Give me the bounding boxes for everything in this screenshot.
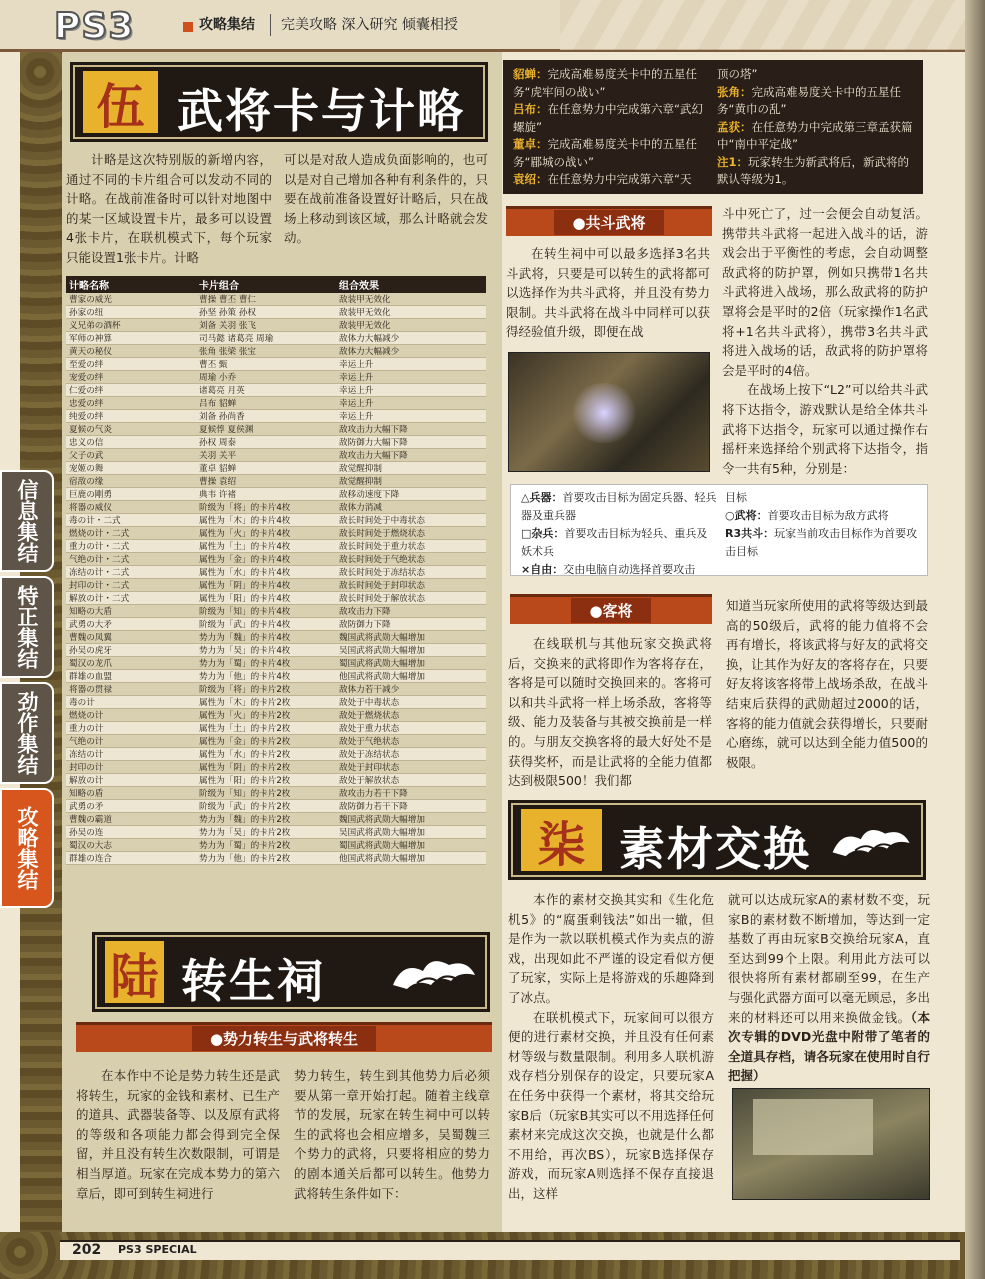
command-key: ○武将 bbox=[725, 509, 757, 522]
tab-works[interactable]: 劲作集结 bbox=[0, 682, 54, 784]
table-row bbox=[66, 787, 486, 800]
table-row bbox=[66, 644, 486, 657]
table-row bbox=[66, 605, 486, 618]
section6-left: 在本作中不论是势力转生还是武将转生，玩家的金钱和素材、已生产的道具、武器装备等、以及原有武将的等级和各项能力都会得到完全保留，并且没有转生次数限制，可谓是相当厚道。玩家在完成本势力的第六章后，即可到转生祠进行 bbox=[76, 1068, 280, 1201]
table-row bbox=[66, 358, 486, 371]
table-row bbox=[66, 670, 486, 683]
card-combo-cell: 阶级为「将」的卡片4枚 bbox=[196, 501, 336, 514]
strategy-name-cell: 忠义の信 bbox=[66, 436, 196, 449]
effect-cell: 敌长时间处于重力状态 bbox=[336, 540, 486, 553]
section6-subhead-label: ●势力转生与武将转生 bbox=[192, 1026, 376, 1051]
card-combo-cell: 属性为「木」的卡片4枚 bbox=[196, 514, 336, 527]
card-combo-cell: 周瑜 小乔 bbox=[196, 371, 336, 384]
section6-title: 转生祠 bbox=[181, 954, 325, 1008]
card-combo-cell: 势力为「吴」的卡片2枚 bbox=[196, 826, 336, 839]
card-combo-cell: 势力为「魏」的卡片4枚 bbox=[196, 631, 336, 644]
card-combo-cell: 属性为「阴」的卡片2枚 bbox=[196, 761, 336, 774]
strategy-name-cell: 武勇の矛 bbox=[66, 800, 196, 813]
effect-cell: 敌觉醒抑制 bbox=[336, 462, 486, 475]
table-row bbox=[66, 774, 486, 787]
command-text: 交由电脑自动选择首要攻击 bbox=[563, 563, 696, 576]
card-combo-cell: 阶级为「知」的卡片2枚 bbox=[196, 787, 336, 800]
magazine-label: PS3 SPECIAL bbox=[118, 1243, 197, 1256]
card-combo-cell: 属性为「金」的卡片4枚 bbox=[196, 553, 336, 566]
strategy-name-cell: 宿敌の缘 bbox=[66, 475, 196, 488]
table-row bbox=[66, 631, 486, 644]
effect-cell: 敌体力若干减少 bbox=[336, 683, 486, 696]
table-row bbox=[66, 852, 486, 865]
card-combo-cell: 属性为「水」的卡片2枚 bbox=[196, 748, 336, 761]
effect-cell: 幸运上升 bbox=[336, 358, 486, 371]
card-combo-cell: 属性为「火」的卡片2枚 bbox=[196, 709, 336, 722]
colon: ： bbox=[536, 172, 548, 186]
col-header-name: 计略名称 bbox=[66, 276, 196, 293]
section7-dvd-note: （本次专辑的DVD光盘中附带了笔者的全道具存档，请各玩家在使用时自行把握） bbox=[728, 1009, 930, 1084]
condition-text: 在任意势力中完成第三章孟获篇中“南中平定战” bbox=[717, 119, 913, 151]
strategy-name-cell: 武勇の大矛 bbox=[66, 618, 196, 631]
strategy-name-cell: 将器の威仪 bbox=[66, 501, 196, 514]
table-row bbox=[66, 748, 486, 761]
effect-cell: 蜀国武将武勋大幅增加 bbox=[336, 839, 486, 852]
strategy-name-cell: 义兄弟の酒杯 bbox=[66, 319, 196, 332]
card-combo-cell: 刘备 关羽 张飞 bbox=[196, 319, 336, 332]
card-combo-cell: 司马懿 诸葛亮 周瑜 bbox=[196, 332, 336, 345]
strategy-name-cell: 燃烧の计 bbox=[66, 709, 196, 722]
condition-entry bbox=[717, 119, 913, 154]
colon: ： bbox=[552, 563, 564, 576]
card-combo-cell: 吕布 貂蝉 bbox=[196, 397, 336, 410]
effect-cell: 幸运上升 bbox=[336, 410, 486, 423]
strategy-name-cell: 忠爱の绊 bbox=[66, 397, 196, 410]
colon: ： bbox=[536, 67, 548, 81]
table-row bbox=[66, 683, 486, 696]
condition-entry bbox=[717, 154, 913, 189]
condition-text: 玩家转生为新武将后，新武将的默认等级为1。 bbox=[717, 154, 910, 186]
card-combo-cell: 阶级为「武」的卡片2枚 bbox=[196, 800, 336, 813]
section7-number: 柒 bbox=[521, 809, 605, 871]
strategy-name-cell: 解放の计・二式 bbox=[66, 592, 196, 605]
card-combo-cell: 势力为「蜀」的卡片2枚 bbox=[196, 839, 336, 852]
section6-number: 陆 bbox=[105, 941, 167, 1003]
table-row bbox=[66, 345, 486, 358]
strategy-name-cell: 毒の计 bbox=[66, 696, 196, 709]
card-combo-cell: 夏候惇 夏侯渊 bbox=[196, 423, 336, 436]
effect-cell: 敌长时间处于冻结状态 bbox=[336, 566, 486, 579]
effect-cell: 敌处于解放状态 bbox=[336, 774, 486, 787]
table-row bbox=[66, 371, 486, 384]
strategy-name-cell: 蜀汉の龙爪 bbox=[66, 657, 196, 670]
table-row bbox=[66, 410, 486, 423]
command-entry bbox=[725, 489, 921, 507]
strategy-name-cell: 冻结の计・二式 bbox=[66, 566, 196, 579]
command-entry bbox=[521, 525, 717, 561]
condition-name: 吕布 bbox=[513, 102, 536, 116]
card-combo-cell: 属性为「火」的卡片4枚 bbox=[196, 527, 336, 540]
page-header bbox=[0, 0, 985, 52]
table-row bbox=[66, 553, 486, 566]
command-text: 玩家当前攻击目标作为首要攻击目标 bbox=[725, 527, 918, 558]
tab-feature[interactable]: 特正集结 bbox=[0, 576, 54, 678]
effect-cell: 敌装甲无效化 bbox=[336, 293, 486, 306]
strategy-name-cell: 知略の大盾 bbox=[66, 605, 196, 618]
commands-right bbox=[725, 489, 921, 561]
table-row bbox=[66, 475, 486, 488]
condition-name: 袁绍 bbox=[513, 172, 536, 186]
command-key: ×自由 bbox=[521, 563, 553, 576]
commands-left bbox=[521, 489, 717, 579]
card-combo-cell: 属性为「阴」的卡片4枚 bbox=[196, 579, 336, 592]
effect-cell: 敌长时间处于封印状态 bbox=[336, 579, 486, 592]
effect-cell: 敌体力大幅减少 bbox=[336, 345, 486, 358]
screenshot-menu-panel bbox=[753, 1099, 873, 1155]
table-row bbox=[66, 735, 486, 748]
strategy-name-cell: 夏候の气炎 bbox=[66, 423, 196, 436]
card-combo-cell: 曹丕 甄 bbox=[196, 358, 336, 371]
strategy-name-cell: 宠爱の绊 bbox=[66, 371, 196, 384]
card-combo-cell: 势力为「吴」的卡片4枚 bbox=[196, 644, 336, 657]
condition-entry bbox=[717, 66, 913, 84]
effect-cell: 敌移动速度下降 bbox=[336, 488, 486, 501]
condition-entry bbox=[513, 101, 708, 136]
table-row bbox=[66, 527, 486, 540]
effect-cell: 敌体力消减 bbox=[336, 501, 486, 514]
page-footer bbox=[0, 1232, 985, 1279]
card-combo-cell: 刘备 孙尚香 bbox=[196, 410, 336, 423]
command-text: 首要攻击目标为敌方武将 bbox=[767, 509, 889, 522]
strategy-name-cell: 军师の神算 bbox=[66, 332, 196, 345]
table-row bbox=[66, 800, 486, 813]
card-combo-cell: 属性为「阳」的卡片2枚 bbox=[196, 774, 336, 787]
table-row bbox=[66, 319, 486, 332]
table-row bbox=[66, 397, 486, 410]
effect-cell: 敌长时间处于气绝状态 bbox=[336, 553, 486, 566]
effect-cell: 敌处于封印状态 bbox=[336, 761, 486, 774]
strategy-name-cell: 孙吴の虎牙 bbox=[66, 644, 196, 657]
colon: ： bbox=[553, 527, 565, 540]
table-row bbox=[66, 306, 486, 319]
effect-cell: 蜀国武将武勋大幅增加 bbox=[336, 657, 486, 670]
colon: ： bbox=[740, 119, 752, 134]
table-row bbox=[66, 618, 486, 631]
colon: ： bbox=[551, 491, 563, 504]
guest-subhead-label: ●客将 bbox=[571, 598, 650, 623]
effect-cell: 他国武将武勋大幅增加 bbox=[336, 670, 486, 683]
table-body bbox=[66, 293, 486, 865]
section5-title: 武将卡与计略 bbox=[177, 84, 465, 138]
strategy-name-cell: 纯爱の绊 bbox=[66, 410, 196, 423]
condition-entry bbox=[717, 84, 913, 119]
table-row bbox=[66, 423, 486, 436]
card-combo-cell: 属性为「阳」的卡片4枚 bbox=[196, 592, 336, 605]
strategy-name-cell: 气绝の计・二式 bbox=[66, 553, 196, 566]
card-combo-cell: 阶级为「武」的卡片4枚 bbox=[196, 618, 336, 631]
table-row bbox=[66, 566, 486, 579]
guest-right: 知道当玩家所使用的武将等级达到最高的50级后，武将的能力值将不会再有增长，将该武将与好友的武将交换，让其作为好友的客将存在，只要好友将该客将带上战场杀敌，在战斗结束后获得的武勋超过2000的话，客将的能力值就会获得增长，只要耐心磨练，就可以达到全能力值500的极限。 bbox=[726, 598, 928, 770]
kyoto-subhead-label: ●共斗武将 bbox=[554, 210, 663, 235]
tab-info[interactable]: 信息集结 bbox=[0, 470, 54, 572]
strategy-name-cell: 气绝の计 bbox=[66, 735, 196, 748]
section7-right bbox=[728, 890, 930, 1086]
strategy-name-cell: 巨鹿の剛勇 bbox=[66, 488, 196, 501]
strategy-name-cell: 孙家の纽 bbox=[66, 306, 196, 319]
cloud-icon bbox=[827, 821, 917, 865]
strategy-name-cell: 至爱の绊 bbox=[66, 358, 196, 371]
card-combo-cell: 势力为「他」的卡片4枚 bbox=[196, 670, 336, 683]
commands-box bbox=[510, 484, 928, 576]
effect-cell: 敌觉醒抑制 bbox=[336, 475, 486, 488]
strategy-name-cell: 冻结の计 bbox=[66, 748, 196, 761]
effect-cell: 敌长时间处于燃烧状态 bbox=[336, 527, 486, 540]
card-combo-cell: 属性为「金」的卡片2枚 bbox=[196, 735, 336, 748]
card-combo-cell: 势力为「他」的卡片2枚 bbox=[196, 852, 336, 865]
col-header-effect: 组合效果 bbox=[336, 276, 486, 293]
strategy-name-cell: 封印の计・二式 bbox=[66, 579, 196, 592]
strategy-name-cell: 解放の计 bbox=[66, 774, 196, 787]
section6-right: 势力转生，转生到其他势力后必须要从第一章开始打起。随着主线章节的发展，玩家在转生祠中可以转生的武将也会相应增多，吴蜀魏三个势力的武将，只要将相应的势力的剧本通关后都可以转生。他势力武将转生条件如下： bbox=[294, 1068, 490, 1201]
table-row bbox=[66, 657, 486, 670]
page-spine bbox=[965, 0, 985, 1279]
strategy-name-cell: 重力の计 bbox=[66, 722, 196, 735]
effect-cell: 敌攻击力大幅下降 bbox=[336, 423, 486, 436]
card-combo-cell: 势力为「魏」的卡片2枚 bbox=[196, 813, 336, 826]
rebirth-conditions-box bbox=[503, 60, 923, 194]
table-header-row bbox=[66, 276, 486, 293]
kyoto-left: 在转生祠中可以最多选择3名共斗武将，只要是可以转生的武将都可以选择作为共斗武将，并且没有势力限制。共斗武将在战斗中同样可以获得经验值升级，即便在战 bbox=[506, 246, 710, 340]
command-entry bbox=[521, 561, 717, 579]
effect-cell: 敌处于重力状态 bbox=[336, 722, 486, 735]
card-combo-cell: 属性为「水」的卡片4枚 bbox=[196, 566, 336, 579]
condition-name: 张角 bbox=[717, 84, 740, 99]
strategy-name-cell: 曹魏の凤翼 bbox=[66, 631, 196, 644]
colon: ： bbox=[536, 102, 548, 116]
condition-text: 完成高难易度关卡中的五星任务“黄巾の乱” bbox=[717, 84, 901, 116]
card-combo-cell: 曹操 袁绍 bbox=[196, 475, 336, 488]
header-divider bbox=[270, 14, 271, 36]
condition-text: 在任意势力中完成第六章“天 bbox=[547, 172, 692, 186]
kyoto-subhead bbox=[506, 206, 712, 236]
card-combo-cell: 典韦 许褚 bbox=[196, 488, 336, 501]
command-entry bbox=[725, 507, 921, 525]
section6-subhead bbox=[76, 1022, 492, 1052]
card-combo-cell: 张角 张梁 张宝 bbox=[196, 345, 336, 358]
effect-cell: 敌长时间处于解放状态 bbox=[336, 592, 486, 605]
effect-cell: 敌处于冻结状态 bbox=[336, 748, 486, 761]
ps3-logo: PS3 bbox=[54, 6, 135, 47]
strategy-name-cell: 曹魏の霸道 bbox=[66, 813, 196, 826]
effect-cell: 吴国武将武勋大幅增加 bbox=[336, 644, 486, 657]
table-row bbox=[66, 722, 486, 735]
condition-entry bbox=[513, 66, 708, 101]
table-row bbox=[66, 592, 486, 605]
guest-left: 在线联机与其他玩家交换武将后，交换来的武将即作为客将存在，客将是可以随时交换回来的。客将可以和共斗武将一样上场杀敌，客将等级、能力及装备与其被交换前是一样的。与朋友交换客将的最大好处不是获得奖杯，而是让武将的全能力值都达到极限500！我们都 bbox=[508, 636, 712, 789]
header-decoration bbox=[560, 0, 985, 50]
rebirth-col-2 bbox=[717, 66, 913, 189]
effect-cell: 魏国武将武勋大幅增加 bbox=[336, 813, 486, 826]
effect-cell: 敌防御力下降 bbox=[336, 618, 486, 631]
command-entry bbox=[521, 489, 717, 525]
table-row bbox=[66, 813, 486, 826]
card-combo-cell: 势力为「蜀」的卡片4枚 bbox=[196, 657, 336, 670]
command-key: R3共斗 bbox=[725, 527, 764, 540]
strategy-name-cell: 封印の计 bbox=[66, 761, 196, 774]
condition-text: 完成高难易度关卡中的五星任务“郿城の战い” bbox=[513, 137, 697, 169]
tab-strategy[interactable]: 攻略集结 bbox=[0, 788, 54, 908]
table-row bbox=[66, 761, 486, 774]
table-row bbox=[66, 462, 486, 475]
section7-title: 素材交换 bbox=[619, 822, 811, 876]
strategy-name-cell: 仁爱の绊 bbox=[66, 384, 196, 397]
card-combo-cell: 孙坚 孙策 孙权 bbox=[196, 306, 336, 319]
page-number: 202 bbox=[72, 1242, 102, 1258]
effect-cell: 他国武将武勋大幅增加 bbox=[336, 852, 486, 865]
colon: ： bbox=[740, 84, 752, 99]
table-row bbox=[66, 540, 486, 553]
condition-text: 完成高难易度关卡中的五星任务“虎牢间の战い” bbox=[513, 67, 697, 99]
table-row bbox=[66, 839, 486, 852]
card-combo-cell: 阶级为「将」的卡片2枚 bbox=[196, 683, 336, 696]
command-key: △兵器 bbox=[521, 491, 552, 504]
card-combo-cell: 孙权 周泰 bbox=[196, 436, 336, 449]
effect-cell: 幸运上升 bbox=[336, 397, 486, 410]
table-row bbox=[66, 488, 486, 501]
strategy-name-cell: 宠姬の舞 bbox=[66, 462, 196, 475]
section6-header bbox=[92, 932, 490, 1012]
section5-intro-left: 计略是这次特别版的新增内容，通过不同的卡片组合可以发动不同的计略。在战前准备时可以针对地图中的某一区域设置卡片，最多可以设置4张卡片，在联机模式下，每个玩家只能设置1张卡片。计略 bbox=[66, 152, 272, 265]
strategy-name-cell: 群雄の血盟 bbox=[66, 670, 196, 683]
strategy-name-cell: 群雄の连合 bbox=[66, 852, 196, 865]
table-row bbox=[66, 514, 486, 527]
side-tabs bbox=[0, 470, 58, 912]
strategy-name-cell: 曹家の威光 bbox=[66, 293, 196, 306]
colon: ： bbox=[736, 154, 749, 169]
condition-name: 孟获 bbox=[717, 119, 740, 134]
section5-number: 伍 bbox=[83, 71, 161, 133]
effect-cell: 敌装甲无效化 bbox=[336, 306, 486, 319]
screenshot-effect bbox=[569, 383, 639, 443]
condition-name: 董卓 bbox=[513, 137, 536, 151]
strategy-table bbox=[66, 276, 486, 865]
header-subtitle: 完美攻略 深入研究 倾囊相授 bbox=[281, 17, 458, 33]
strategy-name-cell: 父子の武 bbox=[66, 449, 196, 462]
effect-cell: 敌处于气绝状态 bbox=[336, 735, 486, 748]
card-combo-cell: 阶级为「知」的卡片4枚 bbox=[196, 605, 336, 618]
command-text: 首要攻击目标为固定兵器、轻兵器及重兵器 bbox=[521, 491, 717, 522]
effect-cell: 魏国武将武勋大幅增加 bbox=[336, 631, 486, 644]
strategy-name-cell: 重力の计・二式 bbox=[66, 540, 196, 553]
card-combo-cell: 董卓 貂蝉 bbox=[196, 462, 336, 475]
section5-intro-right: 可以是对敌人造成负面影响的，也可以是对自己增加各种有利条件的，只要在战前准备设置好计略后，只在战场上移动到该区域，那么计略就会发动。 bbox=[284, 152, 488, 246]
effect-cell: 敌装甲无效化 bbox=[336, 319, 486, 332]
section7-right-text: 就可以达成玩家A的素材数不变，玩家B的素材数不断增加，等达到一定基数了再由玩家B交换给玩家A，直至达到99个上限。利用此方法可以很快将所有素材都刷至99，在生产与强化武器方面可以毫无顾忌，多出来的材料还可以用来换做金钱。 bbox=[728, 892, 930, 1025]
material-exchange-screenshot bbox=[732, 1088, 930, 1200]
effect-cell: 幸运上升 bbox=[336, 384, 486, 397]
effect-cell: 敌攻击力大幅下降 bbox=[336, 449, 486, 462]
effect-cell: 敌体力大幅减少 bbox=[336, 332, 486, 345]
section7-left: 本作的素材交换其实和《生化危机5》的“腐蛋剩钱法”如出一辙，但是作为一款以联机模式作为卖点的游戏，出现如此不严谨的设定看似方便了玩家，实际上是将游戏的乐趣降到了冰点。 在联机模式下，玩家间可以很方便的进行素材交换，并且没有任何素材等级与数量限制。利用多人联机游戏存档分别保存的设定，只要玩家A在任务中获得一个素材，将其交给玩家B后（玩家B其实可以不用选择任何素材来完成这次交换，也就是什么都不用给，再次BS），玩家B选择保存游戏，而玩家A则选择不保存直接退出，这样 bbox=[508, 892, 714, 1201]
header-category: 攻略集结 bbox=[199, 17, 255, 33]
table-row bbox=[66, 501, 486, 514]
command-text: 目标 bbox=[725, 491, 747, 504]
guest-subhead bbox=[510, 594, 712, 624]
kyoto-game-screenshot bbox=[508, 352, 710, 472]
effect-cell: 吴国武将武勋大幅增加 bbox=[336, 826, 486, 839]
section7-header bbox=[508, 800, 926, 880]
rebirth-col-1 bbox=[513, 66, 708, 189]
effect-cell: 敌攻击力若干下降 bbox=[336, 787, 486, 800]
effect-cell: 敌防御力大幅下降 bbox=[336, 436, 486, 449]
table-row bbox=[66, 826, 486, 839]
effect-cell: 敌长时间处于中毒状态 bbox=[336, 514, 486, 527]
effect-cell: 敌处于燃烧状态 bbox=[336, 709, 486, 722]
strategy-name-cell: 将器の贯禄 bbox=[66, 683, 196, 696]
section5-header bbox=[70, 62, 488, 142]
command-text: 首要攻击目标为轻兵、重兵及妖术兵 bbox=[521, 527, 708, 558]
condition-entry bbox=[513, 136, 708, 171]
col-header-cards: 卡片组合 bbox=[196, 276, 336, 293]
card-combo-cell: 诸葛亮 月英 bbox=[196, 384, 336, 397]
kyoto-right: 斗中死亡了，过一会便会自动复活。携带共斗武将一起进入战斗的话，游戏会出于平衡性的考虑，会自动调整敌武将的防护罩，例如只携带1名共斗武将进入战场，那么敌武将的防护罩将会是平时的2倍（玩家操作1名武将+1名共斗武将），携带3名共斗武将进入战场的话，敌武将的防护罩将会是平时的4倍。 在战场上按下“L2”可以给共斗武将下达指令，游戏默认是给全体共斗武将下达指令，玩家可以通过操作右摇杆来选择给个别武将下达指令，指令一共有5种，分别是： bbox=[722, 206, 928, 476]
condition-name: 貂蝉 bbox=[513, 67, 536, 81]
cloud-icon bbox=[387, 953, 483, 997]
table-row bbox=[66, 579, 486, 592]
strategy-name-cell: 燃烧の计・二式 bbox=[66, 527, 196, 540]
effect-cell: 敌防御力若干下降 bbox=[336, 800, 486, 813]
strategy-name-cell: 知略の盾 bbox=[66, 787, 196, 800]
colon: ： bbox=[756, 509, 768, 522]
strategy-name-cell: 毒の计・二式 bbox=[66, 514, 196, 527]
card-combo-cell: 关羽 关平 bbox=[196, 449, 336, 462]
table-row bbox=[66, 384, 486, 397]
category-marker-icon bbox=[183, 22, 193, 32]
card-combo-cell: 属性为「土」的卡片2枚 bbox=[196, 722, 336, 735]
table-row bbox=[66, 696, 486, 709]
table-row bbox=[66, 449, 486, 462]
effect-cell: 敌攻击力下降 bbox=[336, 605, 486, 618]
table-row bbox=[66, 332, 486, 345]
card-combo-cell: 属性为「木」的卡片2枚 bbox=[196, 696, 336, 709]
table-row bbox=[66, 436, 486, 449]
command-key: □杂兵 bbox=[521, 527, 554, 540]
colon: ： bbox=[536, 137, 548, 151]
strategy-name-cell: 孙吴の连 bbox=[66, 826, 196, 839]
condition-text: 顶の塔” bbox=[717, 67, 758, 81]
command-entry bbox=[725, 525, 921, 561]
strategy-name-cell: 黄天の秘仪 bbox=[66, 345, 196, 358]
condition-name: 注1 bbox=[717, 154, 737, 169]
card-combo-cell: 属性为「土」的卡片4枚 bbox=[196, 540, 336, 553]
strategy-name-cell: 蜀汉の大志 bbox=[66, 839, 196, 852]
colon: ： bbox=[763, 527, 775, 540]
table-row bbox=[66, 709, 486, 722]
table-row bbox=[66, 293, 486, 306]
card-combo-cell: 曹操 曹丕 曹仁 bbox=[196, 293, 336, 306]
condition-text: 在任意势力中完成第六章“武幻螺旋” bbox=[513, 102, 703, 134]
effect-cell: 敌处于中毒状态 bbox=[336, 696, 486, 709]
condition-entry bbox=[513, 171, 708, 189]
effect-cell: 幸运上升 bbox=[336, 371, 486, 384]
